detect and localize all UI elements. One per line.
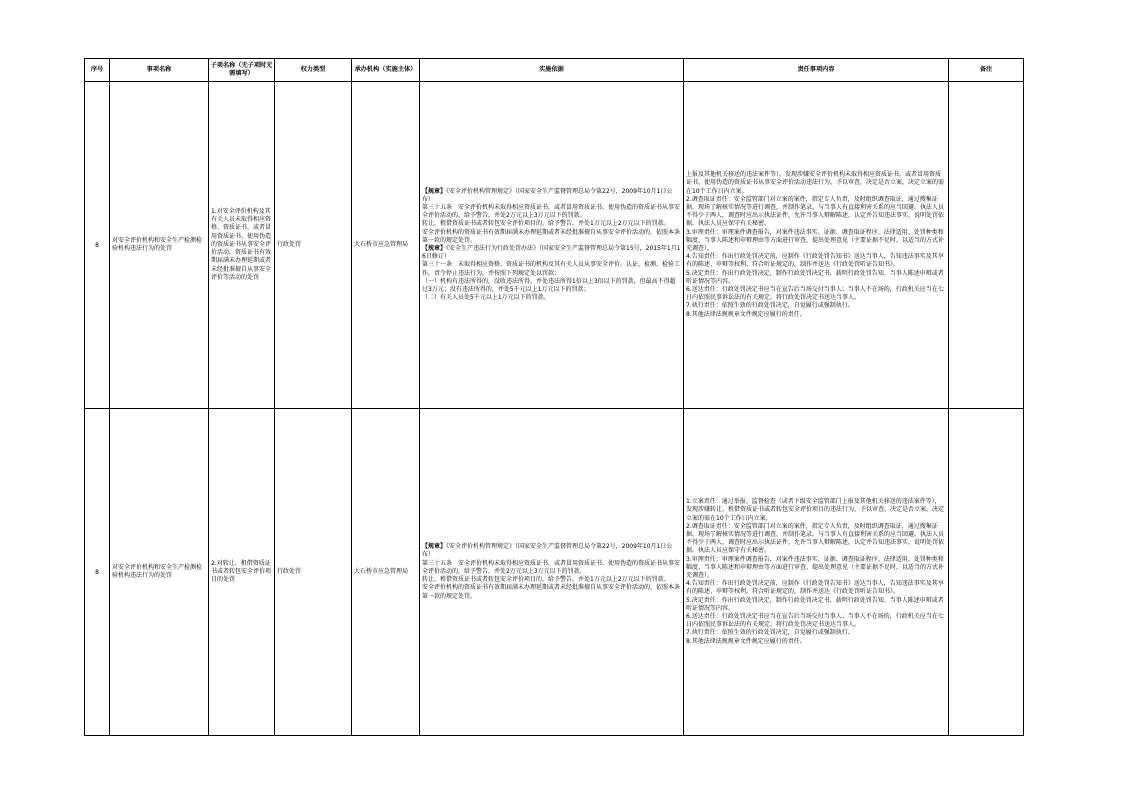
table-row	[85, 82, 1024, 409]
basis-text: 《安全评价机构管理规定》（国家安全生产监督管理总局令第22号，2009年10月1日公布） 第三十五条 安全评价机构未取得相应资质证书，或者冒用资质证书、使用伪造的资质证书从事安全评价活动的，给予警告，并处2万元以上3万元以下的罚款。 转让、租借资质证书或者转包安全评价项目的，给予警告，并处1万元以上2万元以下的罚款。 安全评价机构的资质证书有效期届满未办理延期或者未经批准擅自从事安全评价活动的，依照本条第一款的规定处罚。	[422, 187, 681, 244]
basis-tag: 【规章】	[422, 245, 447, 252]
basis-block-2	[422, 245, 681, 302]
row-power-type: 行政处罚	[275, 409, 352, 736]
row-item-name: 对安全评价机构和安全生产检测检验机构违法行为的处罚	[110, 82, 209, 409]
row-sub-item-name: 1.对安全评价机构及其有关人员未取得相应资格、资质证书，或者冒用资质证书、使用伪造的资质证书从事安全评价活动，资质证书有效期届满未办理延期或者未经批准擅自从事安全评价等活动的处罚	[209, 82, 275, 409]
row-sub-item-name: 2.对转让、租借资质证书或者转包安全评价项目的处罚	[209, 409, 275, 736]
row-agency: 大石桥市应急管理局	[352, 82, 420, 409]
table-header-row	[85, 59, 1024, 82]
basis-block-1	[422, 543, 681, 600]
row-seq: 8	[85, 82, 110, 409]
header-agency: 承办机构（实施主体）	[352, 59, 420, 82]
basis-text: 《安全评价机构管理规定》（国家安全生产监督管理总局令第22号，2009年10月1日公布） 第三十五条 安全评价机构未取得相应资质证书，或者冒用资质证书、使用伪造的资质证书从事安全评价活动的，给予警告，并处2万元以上3万元以下的罚款。 转让、租借资质证书或者转包安全评价项目的，给予警告，并处1万元以上2万元以下的罚款。 安全评价机构的资质证书有效期届满未办理延期或者未经批准擅自从事安全评价活动的，依照本条第一款的规定处罚。	[422, 543, 681, 600]
table-row	[85, 409, 1024, 736]
header-power-type: 权力类型	[275, 59, 352, 82]
row-remarks	[949, 409, 1024, 736]
row-responsibility: 1.立案责任：通过举报、监督检查（或者下级安全监管部门上报及其他机关移送的违法案件等），发现涉嫌转让、租借资质证书或者转包安全评价项目的违法行为，予以审查，决定是否立案，决定立案的需在10个工作日内立案。 2.调查取证责任：安全监管部门对立案的案件，指定专人负责，及时组织调查取证，通过搜集证据、现场了解核实情况等进行调查，并制作笔录。与当事人有直接利害关系的应当回避。执法人员不得少于两人，调查时应出示执法证件，允许当事人辩解陈述，认定并告知违法事实，说明处罚依据。执法人员应保守有关秘密。 3.审理责任：审理案件调查报告，对案件违法事实、证据、调查取证程序、法律适用、处罚种类和幅度、当事人陈述和申辩理由等方面进行审查，提出处理意见（主要证据不足时，以适当的方式补充调查）。 4.告知责任：作出行政处罚决定前，应制作《行政处罚告知书》送达当事人，告知违法事实及其享有的陈述、申辩等权利。符合听证规定的，制作并送达《行政处罚听证告知书》。 5.决定责任：作出行政处罚决定，制作行政处罚决定书，载明行政处罚告知、当事人陈述申辩或者听证情况等内容。 6.送达责任：行政处罚决定书应当在宣告后当场交付当事人；当事人不在场的，行政机关应当在七日内依照民事诉讼法的有关规定，将行政处罚决定书送达当事人。 7.执行责任：依照生效的行政处罚决定，自觉履行或强制执行。 8.其他法律法规规章文件规定应履行的责任。	[684, 409, 949, 736]
row-agency: 大石桥市应急管理局	[352, 409, 420, 736]
basis-tag: 【规章】	[422, 543, 447, 551]
header-remarks: 备注	[949, 59, 1024, 82]
row-seq: 8	[85, 409, 110, 736]
row-basis	[420, 82, 684, 409]
basis-text: 《安全生产违法行为行政处罚办法》（国家安全生产监督管理总局令第15号，2015年1月16日修订） 第三十一条 未取得相应资格、资质证书的机构及其有关人员从事安全评价、认证、检测、检验工作，责令停止违法行为，并按照下列规定处以罚款： （一）机构有违法所得的，没收违法所得，并处违法所得1倍以上3倍以下的罚款，但最高不得超过3万元；没有违法所得的，并处5千元以上1万元以下的罚款； （二）有关人员处5千元以上1万元以下的罚款。	[422, 245, 681, 302]
header-sub-item-name: 子项名称（无子项时无需填写）	[209, 59, 275, 82]
row-basis	[420, 409, 684, 736]
power-list-table	[84, 58, 1024, 736]
basis-block-1	[422, 188, 681, 245]
header-responsibility: 责任事项内容	[684, 59, 949, 82]
basis-tag: 【规章】	[422, 187, 447, 195]
header-seq: 序号	[85, 59, 110, 82]
row-item-name: 对安全评价机构和安全生产检测检验机构违法行为的处罚	[110, 409, 209, 736]
row-responsibility: 上报及其他机关移送的违法案件等），发现涉嫌安全评价机构未取得相应资质证书，或者冒用资质证书、使用伪造的资质证书从事安全评价活动违法行为，予以审查，决定是否立案，决定立案的需在10个工作日内立案。 2.调查取证责任：安全监管部门对立案的案件，指定专人负责，及时组织调查取证，通过搜集证据、现场了解核实情况等进行调查，并制作笔录。与当事人有直接利害关系的应当回避。执法人员不得少于两人，调查时应出示执法证件，允许当事人辩解陈述，认定并告知违法事实，说明处罚依据。执法人员应保守有关秘密。 3.审理责任：审理案件调查报告，对案件违法事实、证据、调查取证程序、法律适用、处罚种类和幅度、当事人陈述和申辩理由等方面进行审查，提出处理意见（主要证据不足时，以适当的方式补充调查）。 4.告知责任：作出行政处罚决定前，应制作《行政处罚告知书》送达当事人，告知违法事实及其享有的陈述、申辩等权利。符合听证规定的，制作并送达《行政处罚听证告知书》。 5.决定责任：作出行政处罚决定，制作行政处罚决定书，载明行政处罚告知、当事人陈述申辩或者听证情况等内容。 6.送达责任：行政处罚决定书应当在宣告后当场交付当事人；当事人不在场的，行政机关应当在七日内依照民事诉讼法的有关规定，将行政处罚决定书送达当事人。 7.执行责任：依照生效的行政处罚决定，自觉履行或强制执行。 8.其他法律法规规章文件规定应履行的责任。	[684, 82, 949, 409]
header-basis: 实施依据	[420, 59, 684, 82]
header-item-name: 事项名称	[110, 59, 209, 82]
row-power-type: 行政处罚	[275, 82, 352, 409]
row-remarks	[949, 82, 1024, 409]
